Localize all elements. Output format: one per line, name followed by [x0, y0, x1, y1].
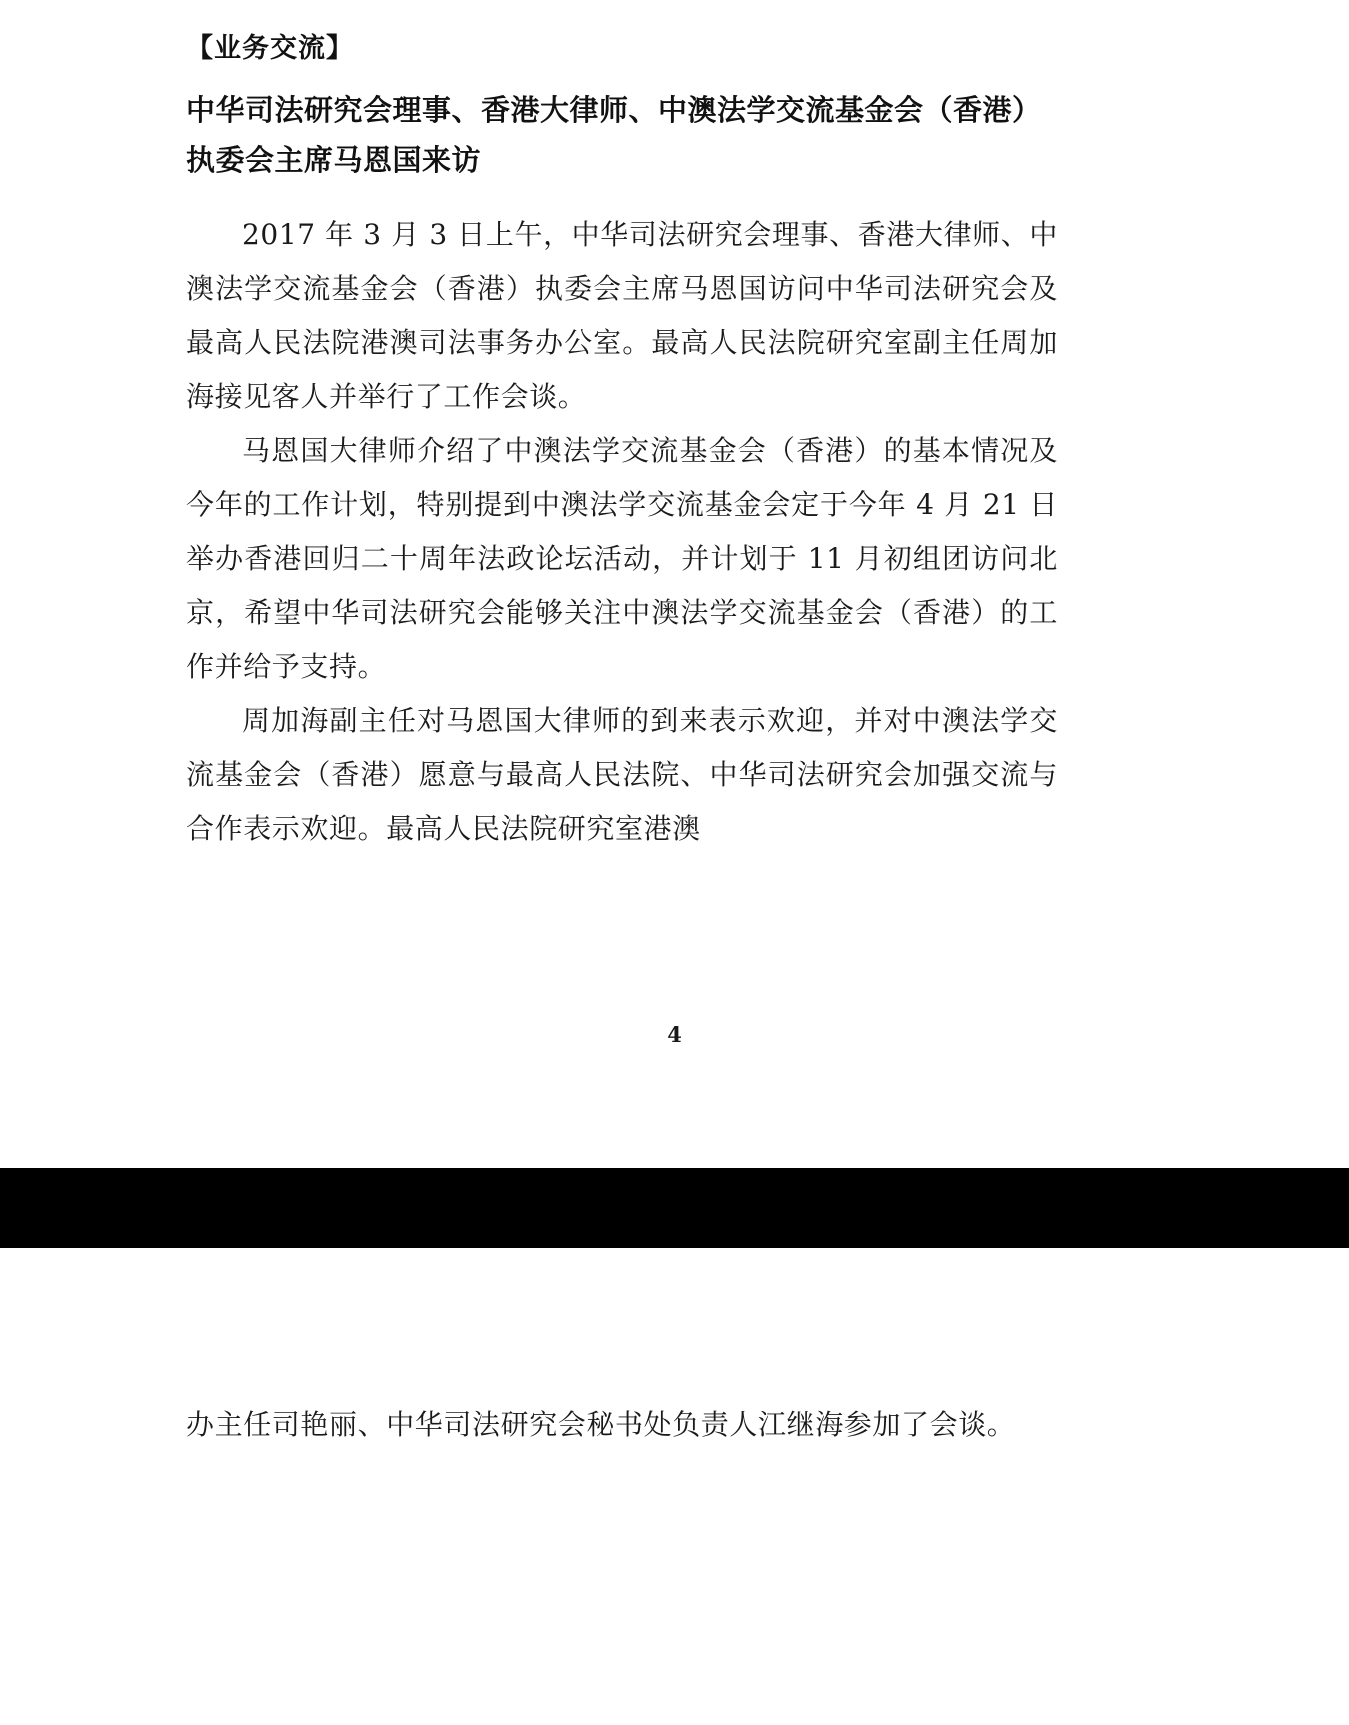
page-separator-band	[0, 1168, 1349, 1248]
paragraph-2: 马恩国大律师介绍了中澳法学交流基金会（香港）的基本情况及今年的工作计划，特别提到中澳法学交流基金会定于今年 4 月 21 日举办香港回归二十周年法政论坛活动，并计划于 11 月初组团访问北京，希望中华司法研究会能够关注中澳法学交流基金会（香港）的工作并给予支持。	[186, 433, 1058, 683]
document-body-continued	[186, 1398, 1058, 1452]
paragraph-3: 周加海副主任对马恩国大律师的到来表示欢迎，并对中澳法学交流基金会（香港）愿意与最高人民法院、中华司法研究会加强交流与合作表示欢迎。最高人民法院研究室港澳	[186, 703, 1058, 845]
document-body	[186, 0, 1058, 856]
paragraph-1: 2017 年 3 月 3 日上午，中华司法研究会理事、香港大律师、中澳法学交流基金会（香港）执委会主席马恩国访问中华司法研究会及最高人民法院港澳司法事务办公室。最高人民法院研究室副主任周加海接见客人并举行了工作会谈。	[186, 217, 1058, 413]
page-title: 中华司法研究会理事、香港大律师、中澳法学交流基金会（香港）执委会主席马恩国来访	[186, 92, 1042, 177]
paragraph-continued: 办主任司艳丽、中华司法研究会秘书处负责人江继海参加了会谈。	[186, 1408, 1016, 1441]
page-number: 4	[667, 1022, 682, 1047]
section-tag: 【业务交流】	[186, 33, 354, 64]
